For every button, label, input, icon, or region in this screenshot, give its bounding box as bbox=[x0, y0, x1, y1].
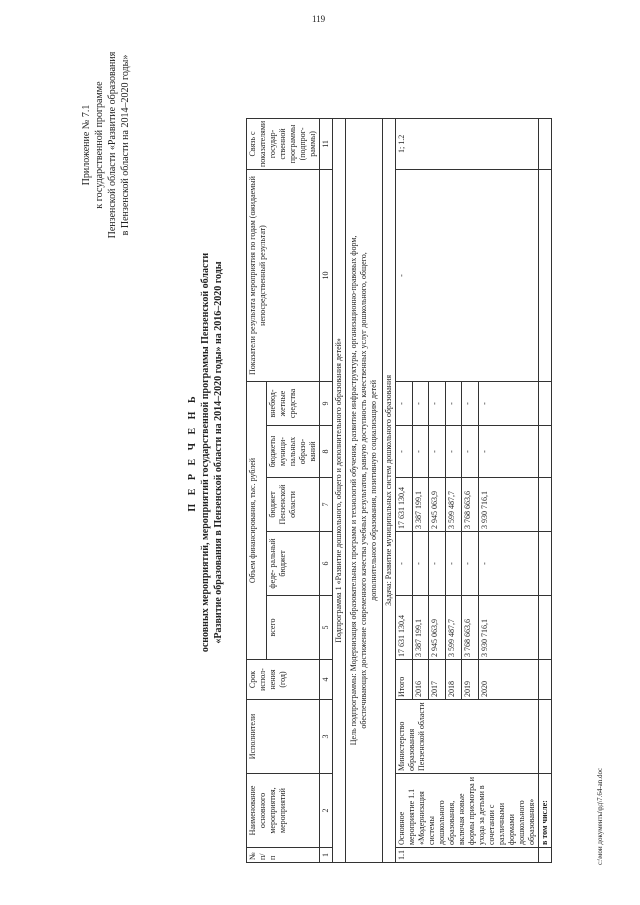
col-extra-header: внебюд- жетные средства bbox=[267, 382, 320, 426]
including-label: в том числе: bbox=[539, 774, 552, 848]
region-cell: 3 768 663,6 bbox=[462, 478, 479, 532]
col-municipal-header: бюджеты муници- пальных образо- ваний bbox=[267, 426, 320, 478]
col-name-header: Наименование основного мероприятия, мероприятий bbox=[247, 774, 320, 848]
total-cell: 17 631 130,4 bbox=[396, 596, 413, 660]
year-cell: 2019 bbox=[462, 660, 479, 700]
goal-row bbox=[346, 118, 383, 862]
extra-cell: - bbox=[429, 382, 446, 426]
extra-cell: - bbox=[462, 382, 479, 426]
col-total-header: всего bbox=[267, 596, 320, 660]
extra-cell: - bbox=[412, 382, 429, 426]
fed-cell: - bbox=[462, 532, 479, 596]
file-path-footnote: c:\мои документы\рд\7.64-an.doc bbox=[596, 767, 604, 865]
year-cell: 2018 bbox=[445, 660, 462, 700]
column-index: 11 bbox=[320, 118, 333, 169]
column-index: 6 bbox=[320, 532, 333, 596]
municipal-cell: - bbox=[479, 426, 539, 478]
column-index: 8 bbox=[320, 426, 333, 478]
table-row bbox=[396, 118, 413, 862]
task-text: Задача: Развитие муниципальных систем дошкольного образования bbox=[383, 118, 396, 862]
year-cell: 2016 bbox=[412, 660, 429, 700]
col-link-header: Связь с показателями государ- ственной программы (подпрог- раммы) bbox=[247, 118, 320, 169]
task-row bbox=[383, 118, 396, 862]
year-cell: 2017 bbox=[429, 660, 446, 700]
col-fed-header: феде- ральный бюджет bbox=[267, 532, 320, 596]
heading-line-3: «Развитие образования в Пензенской области на 2014–2020 годы» на 2016–2020 годы bbox=[213, 261, 224, 644]
appendix-line-1: Приложение № 7.1 bbox=[81, 104, 92, 186]
appendix-line-3: Пензенской области «Развитие образования bbox=[107, 51, 118, 239]
col-region-header: бюджет Пензенской области bbox=[267, 478, 320, 532]
link-cell: 1; 1.2 bbox=[396, 118, 539, 169]
fed-cell: - bbox=[396, 532, 413, 596]
heading-word: П Е Р Е Ч Е Н Ь bbox=[187, 393, 198, 512]
col-term-header: Срок испол- нения (год) bbox=[247, 660, 320, 700]
column-index: 4 bbox=[320, 660, 333, 700]
region-cell: 3 930 716,1 bbox=[479, 478, 539, 532]
col-funding-header: Объем финансирования, тыс. рублей bbox=[247, 382, 267, 660]
region-cell: 3 387 199,1 bbox=[412, 478, 429, 532]
extra-cell: - bbox=[479, 382, 539, 426]
page-number: 119 bbox=[312, 14, 326, 24]
year-cell: Итого bbox=[396, 660, 413, 700]
including-row bbox=[539, 118, 552, 862]
region-cell: 17 631 130,4 bbox=[396, 478, 413, 532]
column-index: 10 bbox=[320, 170, 333, 382]
extra-cell: - bbox=[396, 382, 413, 426]
total-cell: 3 387 199,1 bbox=[412, 596, 429, 660]
fed-cell: - bbox=[412, 532, 429, 596]
header-row-1 bbox=[247, 118, 267, 862]
total-cell: 2 945 063,9 bbox=[429, 596, 446, 660]
measure-name: Основное мероприятие 1.1 «Модернизация системы дошкольного образования, включая новые формы присмотра и ухода за детьми в сочетании с различными формами дошкольного образования» bbox=[396, 774, 539, 848]
year-cell: 2020 bbox=[479, 660, 539, 700]
column-index-row bbox=[320, 118, 333, 862]
appendix-line-4: в Пензенской области на 2014–2020 годы» bbox=[120, 54, 131, 236]
total-cell: 3 768 663,6 bbox=[462, 596, 479, 660]
col-executors-header: Исполнители bbox=[247, 700, 320, 774]
column-index: 9 bbox=[320, 382, 333, 426]
fed-cell: - bbox=[445, 532, 462, 596]
region-cell: 2 945 063,9 bbox=[429, 478, 446, 532]
total-cell: 3 599 487,7 bbox=[445, 596, 462, 660]
fed-cell: - bbox=[429, 532, 446, 596]
subprogram-row bbox=[333, 118, 346, 862]
municipal-cell: - bbox=[412, 426, 429, 478]
indicator-cell: - bbox=[396, 170, 539, 382]
column-index: 5 bbox=[320, 596, 333, 660]
column-index: 3 bbox=[320, 700, 333, 774]
column-index: 7 bbox=[320, 478, 333, 532]
municipal-cell: - bbox=[445, 426, 462, 478]
column-index: 2 bbox=[320, 774, 333, 848]
column-index: 1 bbox=[320, 848, 333, 863]
measure-executor: Министерство образования Пензенской области bbox=[396, 700, 539, 774]
extra-cell: - bbox=[445, 382, 462, 426]
municipal-cell: - bbox=[396, 426, 413, 478]
col-num-header: № п/п bbox=[247, 848, 320, 863]
goal-text: Цель подпрограммы: Модернизация образовательных программ и технологий обучения, развитие инфраструктуры, организационно-правовых форм, обеспечивающих достижение современного качества учебных результатов, равную доступность качественных услуг дошкольного, общего, дополнительного образования, позитивную социализацию детей bbox=[346, 118, 383, 862]
municipal-cell: - bbox=[429, 426, 446, 478]
row-number: 1.1 bbox=[396, 848, 539, 863]
fed-cell: - bbox=[479, 532, 539, 596]
appendix-note bbox=[80, 25, 132, 265]
total-cell: 3 930 716,1 bbox=[479, 596, 539, 660]
subprogram-title: Подпрограмма 1 «Развитие дошкольного, общего и дополнительного образования детей» bbox=[333, 118, 346, 862]
measures-table bbox=[246, 118, 552, 863]
heading-line-2: основных мероприятий, мероприятий государственной программы Пензенской области bbox=[200, 252, 211, 653]
col-indicators-header: Показатели результата мероприятия по годам (ожидаемый непосредственный результат) bbox=[247, 170, 320, 382]
appendix-line-2: к государственной программе bbox=[94, 81, 105, 209]
document-heading bbox=[186, 0, 225, 905]
municipal-cell: - bbox=[462, 426, 479, 478]
region-cell: 3 599 487,7 bbox=[445, 478, 462, 532]
